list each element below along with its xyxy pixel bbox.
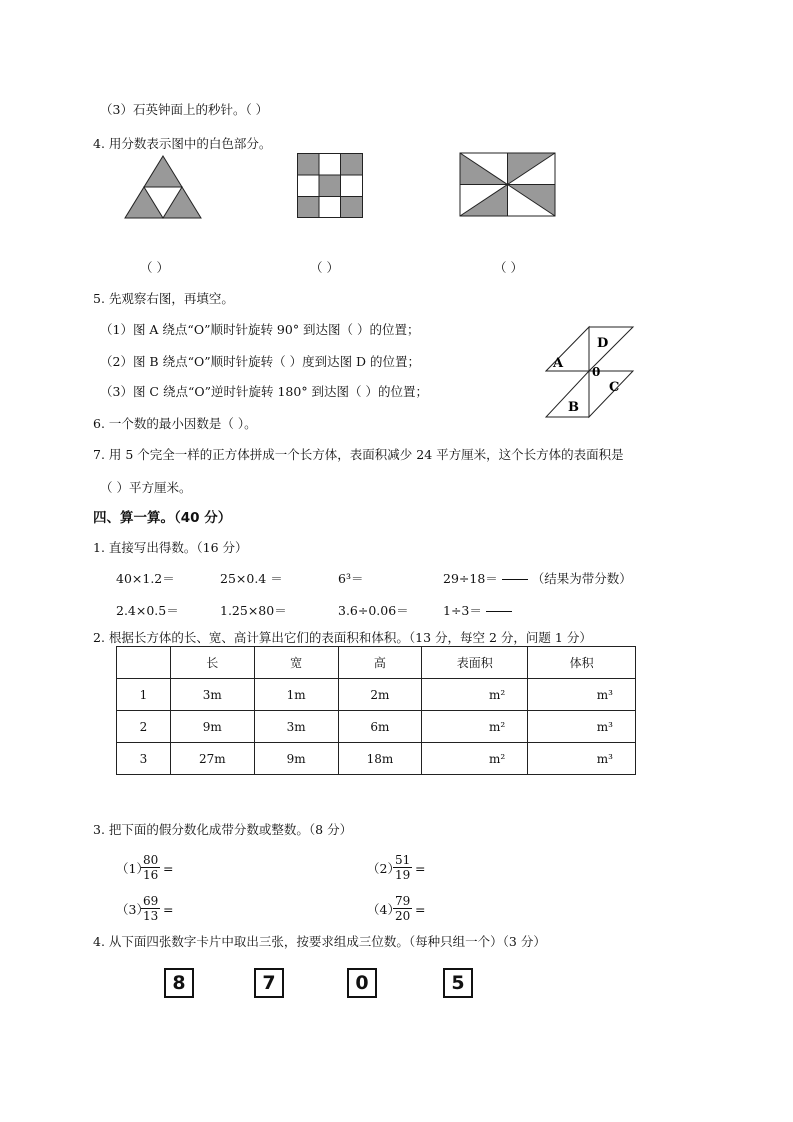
calc-2-title: 2. 根据长方体的长、宽、高计算出它们的表面积和体积。（13 分，每空 2 分，问题 1 分）: [93, 630, 592, 645]
answer-blank-2[interactable]: （ ）: [310, 260, 339, 275]
digit-card-7: 7: [254, 968, 284, 998]
numerator: 51: [395, 853, 411, 867]
question-5-item-2: （2）图 B 绕点“O”顺时针旋转（ ）度到达图 D 的位置；: [100, 354, 421, 369]
digit-card-0: 0: [347, 968, 377, 998]
answer-blank-1[interactable]: （ ）: [140, 260, 169, 275]
fraction-blank: [502, 579, 528, 580]
equals-sign: =: [415, 861, 426, 876]
calc-1-expr-5: 2.4×0.5＝: [116, 603, 179, 618]
triangle-figure: [124, 155, 202, 219]
question-4-title: 4. 用分数表示图中的白色部分。: [93, 136, 272, 151]
calc-1-expr-3: 6³＝: [338, 571, 364, 586]
fraction-51-19: [393, 853, 412, 882]
denominator: 19: [395, 868, 411, 882]
digit-card-8: 8: [164, 968, 194, 998]
question-7-line-2: （ ）平方厘米。: [100, 480, 192, 495]
fraction-80-16: [141, 853, 160, 882]
denominator: 13: [143, 909, 159, 923]
rectangle-figure: [459, 152, 556, 217]
grid-figure: [297, 153, 363, 218]
section-4-heading: 四、算一算。（40 分）: [93, 510, 232, 526]
question-7-line-1: 7. 用 5 个完全一样的正方体拼成一个长方体，表面积减少 24 平方厘米，这个长方体的表面积是: [93, 447, 624, 462]
fraction-label-2: （2）: [367, 861, 400, 876]
calc-1-expr-8: 1÷3＝: [443, 603, 512, 619]
fraction-69-13: [141, 894, 160, 923]
digit-card-5: 5: [443, 968, 473, 998]
table-cell: 3m: [254, 711, 338, 743]
label-o: 0: [592, 365, 601, 379]
calc-1-expr-7: 3.6÷0.06＝: [338, 603, 409, 618]
equals-sign: =: [163, 861, 174, 876]
volume-cell[interactable]: m³: [528, 711, 636, 743]
table-cell: 6m: [338, 711, 422, 743]
table-cell: 1: [117, 679, 171, 711]
table-cell: 2: [117, 711, 171, 743]
volume-cell[interactable]: m³: [528, 679, 636, 711]
denominator: 16: [143, 868, 159, 882]
table-cell: 9m: [170, 711, 254, 743]
calc-4-title: 4. 从下面四张数字卡片中取出三张，按要求组成三位数。（每种只组一个）（3 分）: [93, 934, 546, 949]
equals-sign: =: [163, 902, 174, 917]
question-5-item-3: （3）图 C 绕点“O”逆时针旋转 180° 到达图（ ）的位置；: [100, 384, 429, 399]
question-5-item-1: （1）图 A 绕点“O”顺时针旋转 90° 到达图（ ）的位置；: [100, 322, 420, 337]
table-cell: 9m: [254, 743, 338, 775]
rotation-figure: [545, 325, 635, 421]
table-header-row: [117, 647, 636, 679]
table-header: 体积: [528, 647, 636, 679]
table-header: 宽: [254, 647, 338, 679]
table-row: [117, 679, 636, 711]
calc-1-title: 1. 直接写出得数。（16 分）: [93, 540, 248, 555]
calc-1-expr-1: 40×1.2＝: [116, 571, 175, 586]
question-5-title: 5. 先观察右图，再填空。: [93, 291, 234, 306]
surface-area-cell[interactable]: m²: [422, 679, 528, 711]
fraction-label-4: （4）: [367, 902, 400, 917]
equals-sign: =: [415, 902, 426, 917]
table-header: 表面积: [422, 647, 528, 679]
table-row: [117, 743, 636, 775]
numerator: 69: [143, 894, 159, 908]
table-cell: 18m: [338, 743, 422, 775]
calc-3-title: 3. 把下面的假分数化成带分数或整数。（8 分）: [93, 822, 353, 837]
surface-area-cell[interactable]: m²: [422, 711, 528, 743]
question-3-item-3: （3）石英钟面上的秒针。（ ）: [100, 102, 269, 117]
label-a: A: [553, 356, 564, 371]
denominator: 20: [395, 909, 411, 923]
fraction-79-20: [393, 894, 412, 923]
calc-1-expr-4: 29÷18＝ （结果为带分数）: [443, 571, 632, 586]
volume-cell[interactable]: m³: [528, 743, 636, 775]
table-cell: 1m: [254, 679, 338, 711]
table-header: 高: [338, 647, 422, 679]
table-header: [117, 647, 171, 679]
fraction-blank: [486, 611, 512, 612]
answer-blank-3[interactable]: （ ）: [494, 260, 523, 275]
calc-1-expr-6: 1.25×80＝: [220, 603, 287, 618]
calc-1-expr-2: 25×0.4 ＝: [220, 571, 283, 586]
question-6: 6. 一个数的最小因数是（ ）。: [93, 416, 257, 431]
table-header: 长: [170, 647, 254, 679]
label-c: C: [609, 380, 620, 395]
table-cell: 3: [117, 743, 171, 775]
numerator: 80: [143, 853, 159, 867]
table-cell: 2m: [338, 679, 422, 711]
table-cell: 27m: [170, 743, 254, 775]
surface-area-cell[interactable]: m²: [422, 743, 528, 775]
fraction-label-1: （1）: [116, 861, 149, 876]
label-b: B: [568, 400, 579, 415]
label-d: D: [597, 336, 609, 351]
numerator: 79: [395, 894, 411, 908]
fraction-label-3: （3）: [116, 902, 149, 917]
table-row: [117, 711, 636, 743]
cuboid-table: [116, 646, 636, 775]
table-cell: 3m: [170, 679, 254, 711]
